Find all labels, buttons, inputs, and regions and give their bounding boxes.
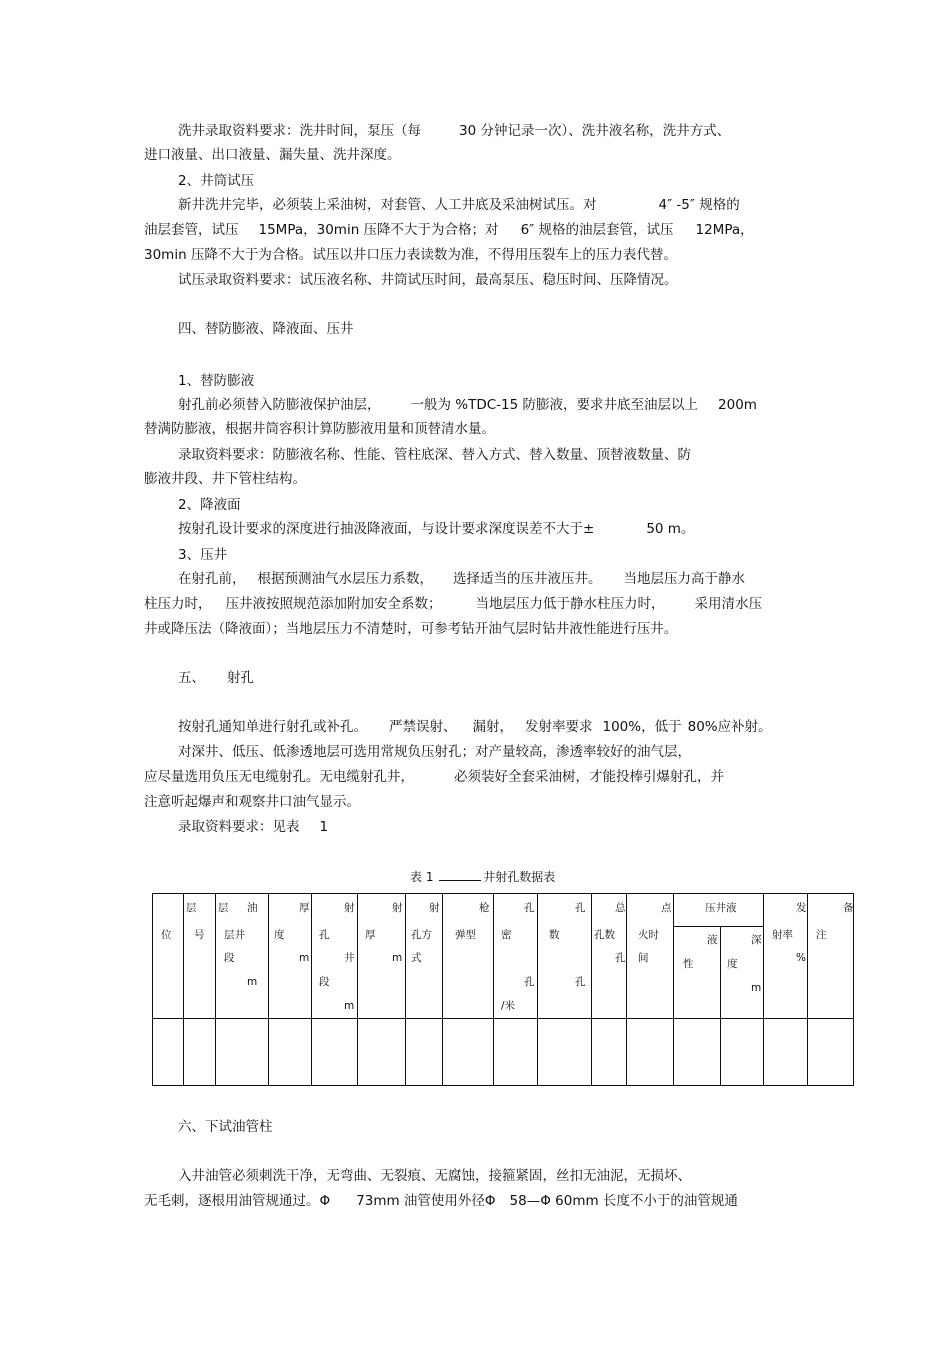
- col-divider: [311, 894, 312, 1085]
- text-fragment: 当地层压力低于静水柱压力时，: [475, 596, 665, 612]
- text-fragment: 发射率要求: [525, 719, 593, 735]
- header-kill-fluid-depth: 度: [727, 958, 738, 970]
- text-fragment: 15MPa，30min 压降不大于为合格；对: [258, 222, 499, 238]
- subheading-casing-pressure-test: 2、井筒试压: [178, 173, 255, 189]
- anti-swelling-record-line1: 录取资料要求：防膨液名称、性能、管柱底深、替入方式、替入数量、顶替液数量、防: [178, 447, 691, 463]
- header-gun-charge-type: 枪: [479, 902, 490, 914]
- col-divider: [626, 894, 627, 1085]
- col-divider: [763, 894, 764, 1085]
- perforation-line1: [178, 718, 772, 736]
- kill-well-line1: [178, 570, 745, 588]
- header-ignition-time: 间: [638, 952, 649, 964]
- text-fragment: 当地层压力高于静水: [623, 571, 745, 587]
- header-perforation-method: 孔方: [411, 929, 432, 941]
- header-ignition-time: 点: [661, 902, 672, 914]
- text-fragment: 按射孔设计要求的深度进行抽汲降液面，与设计要求深度误差不大于±: [178, 521, 595, 537]
- header-shot-count: 孔: [575, 976, 586, 988]
- perforation-data-table: [152, 893, 854, 1086]
- header-firing-rate: %: [796, 952, 806, 964]
- col-divider: [215, 894, 216, 1085]
- text-fragment: 洗井录取资料要求：洗井时间，泵压（每: [178, 123, 421, 139]
- subheading-lower-level: 2、降液面: [178, 497, 241, 513]
- anti-swelling-line2: 替满防膨液，根据井筒容积计算防膨液用量和顶替清水量。: [144, 421, 495, 437]
- col-divider: [673, 894, 674, 1085]
- text-fragment: 五、: [178, 670, 205, 686]
- pressure-test-record: 试压录取资料要求：试压液名称、井筒试压时间，最高泵压、稳压时间、压降情况。: [178, 272, 678, 288]
- header-total-shots: 孔: [615, 952, 626, 964]
- header-remarks: 注: [816, 929, 827, 941]
- col-divider: [183, 894, 184, 1085]
- header-shot-count: 数: [549, 929, 560, 941]
- text-fragment: 50 m。: [646, 521, 695, 537]
- table-caption-suffix: 井射孔数据表: [483, 870, 556, 884]
- header-oil-layer-interval: 油: [247, 902, 258, 914]
- text-fragment: 必须装好全套采油树，才能投棒引爆射孔，并: [454, 769, 724, 785]
- header-kill-fluid-property: 性: [683, 958, 694, 970]
- header-perforation-thickness: 射: [392, 902, 403, 914]
- text-fragment: 新井洗井完毕，必须装上采油树，对套管、人工井底及采油树试压。对: [178, 197, 597, 213]
- header-perforation-interval: 射: [344, 902, 355, 914]
- pressure-test-line1: [178, 196, 740, 214]
- text-fragment: 100%，低于: [602, 719, 682, 735]
- text-fragment: 射孔: [227, 670, 254, 686]
- tubing-line1: 入井油管必须刺洗干净，无弯曲、无裂痕、无腐蚀，接箍紧固，丝扣无油泥，无损坏、: [178, 1168, 691, 1184]
- header-perforation-interval: m: [344, 1000, 355, 1012]
- lower-level-line1: [178, 520, 694, 538]
- header-perforation-interval: 井: [344, 952, 355, 964]
- text-fragment: 采用清水压: [694, 596, 762, 612]
- header-kill-fluid-depth: m: [751, 982, 762, 994]
- text-fragment: 严禁误射、: [389, 719, 457, 735]
- sub-header-divider: [673, 926, 763, 927]
- text-fragment: 1: [319, 819, 329, 835]
- text-fragment: 压井液按照规范添加附加安全系数；: [225, 596, 442, 612]
- subheading-anti-swelling: 1、替防膨液: [178, 373, 255, 389]
- text-fragment: 6″ 规格的油层套管，试压: [520, 222, 674, 238]
- section-heading-6: 六、下试油管柱: [178, 1119, 273, 1135]
- header-gun-charge-type: 弹型: [455, 929, 476, 941]
- pressure-test-line2: [144, 221, 754, 239]
- wash-record-line1: [178, 122, 730, 140]
- header-ignition-time: 火时: [638, 929, 659, 941]
- table-caption: [410, 868, 555, 885]
- col-divider: [357, 894, 358, 1085]
- perforation-line3: [144, 768, 724, 786]
- header-perforation-method: 射: [429, 902, 440, 914]
- header-oil-layer-interval: 段: [224, 952, 235, 964]
- header-oil-layer-interval: 层井: [224, 929, 245, 941]
- text-fragment: 30 分钟记录一次）、洗井液名称，洗井方式、: [459, 123, 731, 139]
- header-remarks: 备: [843, 902, 854, 914]
- text-fragment: 应尽量选用负压无电缆射孔。无电缆射孔井，: [144, 769, 414, 785]
- header-kill-fluid-depth: 深: [751, 934, 762, 946]
- text-fragment: 73mm 油管使用外径Φ: [356, 1193, 496, 1209]
- col-divider: [807, 894, 808, 1085]
- perforation-line2: 对深井、低压、低渗透地层可选用常规负压射孔；对产量较高，渗透率较好的油气层，: [178, 744, 691, 760]
- text-fragment: 80%应补射。: [687, 719, 772, 735]
- header-thickness: 度: [274, 929, 285, 941]
- perforation-line4: 注意听起爆声和观察井口油气显示。: [144, 794, 360, 810]
- table-caption-prefix: 表 1: [410, 870, 434, 884]
- header-firing-rate: 射率: [772, 929, 793, 941]
- text-fragment: 12MPa，: [695, 222, 754, 238]
- header-thickness: 厚: [299, 902, 310, 914]
- wash-record-line2: 进口液量、出口液量、漏失量、洗井深度。: [144, 147, 401, 163]
- header-layer-no: 号: [194, 929, 205, 941]
- text-fragment: 4″ -5″ 规格的: [658, 197, 740, 213]
- text-fragment: 漏射，: [472, 719, 513, 735]
- text-fragment: 柱压力时，: [144, 596, 212, 612]
- text-fragment: 在射孔前，: [178, 571, 246, 587]
- header-thickness: m: [299, 952, 310, 964]
- section-heading-4: 四、替防膨液、降液面、压井: [178, 321, 354, 337]
- header-layer-no: 层: [186, 902, 197, 914]
- anti-swelling-record-line2: 膨液井段、井下管柱结构。: [144, 471, 306, 487]
- perforation-record: [178, 818, 328, 836]
- header-shot-count: 孔: [575, 902, 586, 914]
- subheading-kill-well: 3、压井: [178, 547, 228, 563]
- kill-well-line3: 井或降压法（降液面）；当地层压力不清楚时，可参考钻开油气层时钻井液性能进行压井。: [144, 621, 678, 637]
- col-divider: [720, 926, 721, 1018]
- header-total-shots: 孔数: [594, 929, 615, 941]
- header-perforation-interval: 孔: [319, 929, 330, 941]
- section-heading-5: [178, 669, 254, 687]
- header-oil-layer-interval: 层: [218, 902, 229, 914]
- header-perforation-thickness: m: [392, 952, 403, 964]
- text-fragment: 选择适当的压井液压井。: [453, 571, 602, 587]
- text-fragment: 录取资料要求：见表: [178, 819, 300, 835]
- header-perforation-method: 式: [411, 952, 422, 964]
- text-fragment: 根据预测油气水层压力系数，: [257, 571, 433, 587]
- header-perforation-thickness: 厚: [365, 929, 376, 941]
- header-kill-fluid-property: 液: [707, 934, 718, 946]
- header-shot-density: 孔: [524, 902, 535, 914]
- text-fragment: 58—Φ 60mm 长度不小于的油管规通: [509, 1193, 738, 1209]
- header-shot-density: 孔: [524, 976, 535, 988]
- pressure-test-line3: 30min 压降不大于为合格。试压以井口压力表读数为准，不得用压裂车上的压力表代替。: [144, 247, 677, 263]
- header-shot-density: /米: [501, 1000, 516, 1012]
- col-divider: [442, 894, 443, 1085]
- text-fragment: 油层套管，试压: [144, 222, 239, 238]
- header-position: 位: [161, 929, 172, 941]
- col-divider: [720, 1018, 721, 1085]
- header-shot-density: 密: [501, 929, 512, 941]
- text-fragment: 一般为 %TDC-15 防膨液，要求井底至油层以上: [410, 397, 699, 413]
- col-divider: [493, 894, 494, 1085]
- header-kill-fluid: 压井液: [705, 902, 737, 914]
- header-total-shots: 总: [615, 902, 626, 914]
- col-divider: [537, 894, 538, 1085]
- kill-well-line2: [144, 595, 762, 613]
- tubing-line2: [144, 1192, 738, 1210]
- text-fragment: 射孔前必须替入防膨液保护油层，: [178, 397, 381, 413]
- col-divider: [405, 894, 406, 1085]
- text-fragment: 200m: [718, 397, 757, 413]
- header-oil-layer-interval: m: [247, 976, 258, 988]
- text-fragment: 无毛刺，逐根用油管规通过。Φ: [144, 1193, 331, 1209]
- header-perforation-interval: 段: [319, 976, 330, 988]
- caption-blank-underline: [439, 868, 481, 881]
- header-bottom-line: [153, 1018, 853, 1019]
- text-fragment: 按射孔通知单进行射孔或补孔。: [178, 719, 367, 735]
- header-firing-rate: 发: [796, 902, 807, 914]
- anti-swelling-line1: [178, 396, 757, 414]
- col-divider: [268, 894, 269, 1085]
- col-divider: [591, 894, 592, 1085]
